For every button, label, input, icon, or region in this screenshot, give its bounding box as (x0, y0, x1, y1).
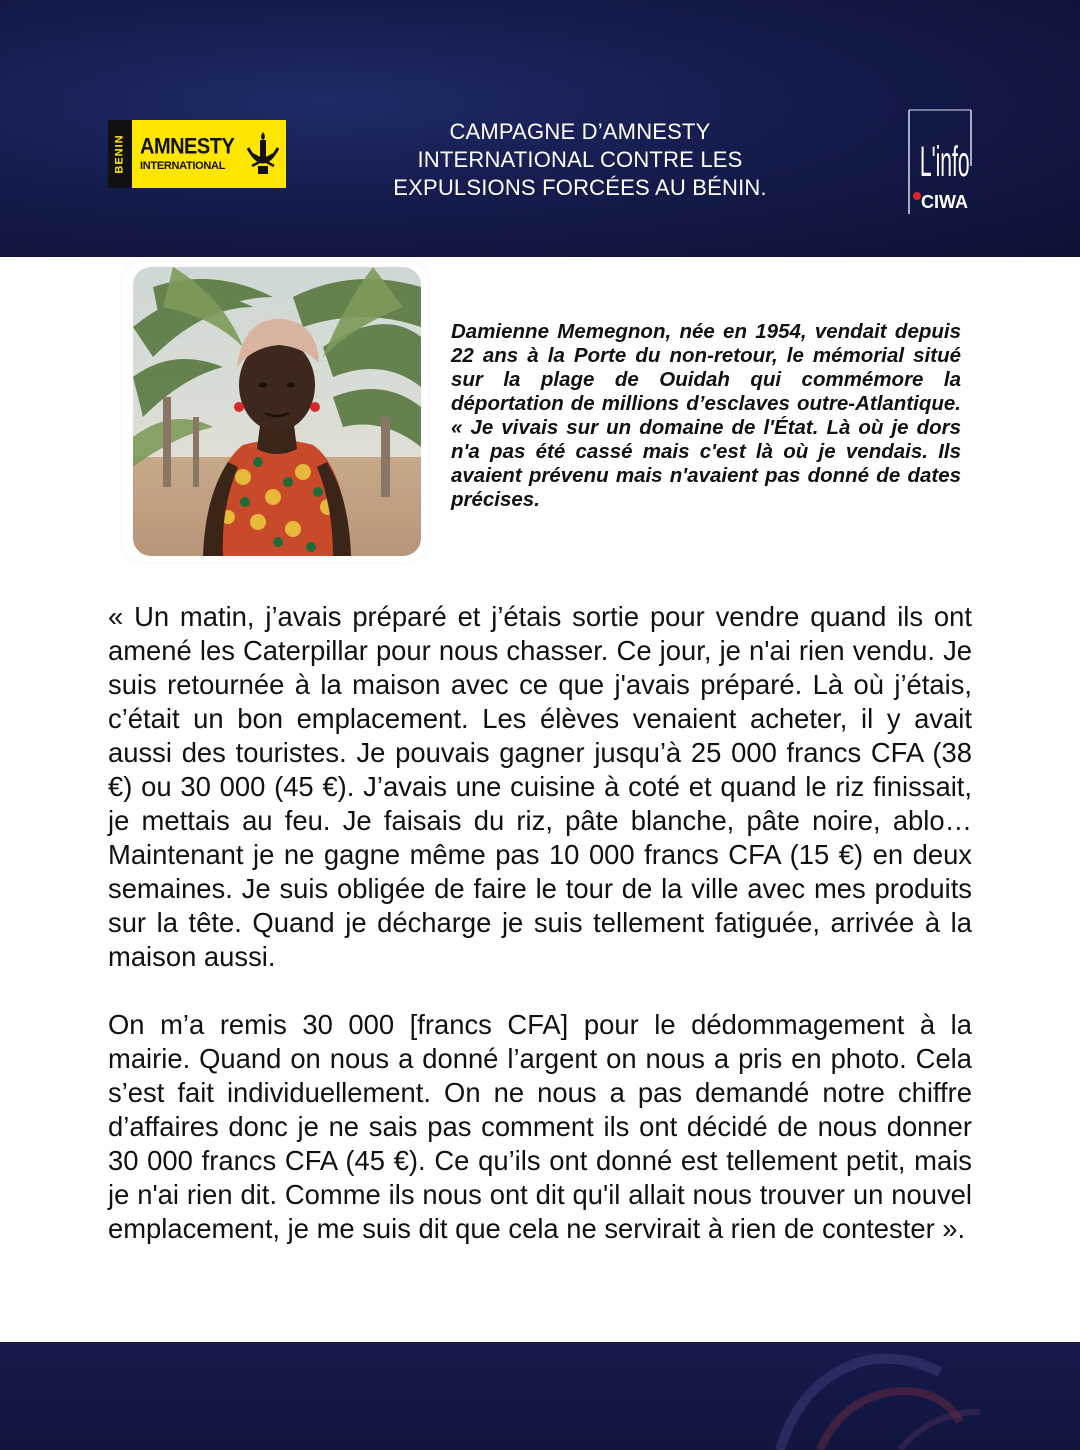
photo-caption: Damienne Memegnon, née en 1954, vendait depuis 22 ans à la Porte du non-retour, le mémorial situé sur la plage de Ouidah qui commémore la déportation de millions d’esclaves outre-Atlantique. « Je vivais sur un domaine de l'État. Là où je dors n'a pas été cassé mais c'est là où je vendais. Ils avaient prévenu mais n'avaient pas donné de dates précises. (451, 320, 961, 511)
footer-banner (0, 1342, 1080, 1450)
header-banner (0, 0, 1080, 257)
logo-ciwa-text: CIWA (921, 192, 968, 212)
logo-brand-text (140, 134, 235, 172)
logo-info-text: L'info (919, 139, 970, 187)
portrait-photo (133, 267, 421, 556)
logo-brand-line1: AMNESTY (140, 134, 235, 159)
amnesty-benin-logo (108, 120, 286, 188)
testimony-paragraph-1: « Un matin, j’avais préparé et j’étais sortie pour vendre quand ils ont amené les Caterpillar pour nous chasser. Ce jour, je n'ai rien vendu. Je suis retournée à la maison avec ce que j'avais préparé. Là où j’étais, c’était un bon emplacement. Les élèves venaient acheter, il y avait aussi des touristes. Je pouvais gagner jusqu’à 25 000 francs CFA (38 €) ou 30 000 (45 €). J’avais une cuisine à coté et quand le riz finissait, je mettais au feu. Je faisais du riz, pâte blanche, pâte noire, ablo… Maintenant je ne gagne même pas 10 000 francs CFA (15 €) en deux semaines. Je suis obligée de faire le tour de la ville avec mes produits sur la tête. Quand je décharge je suis tellement fatiguée, arrivée à la maison aussi. (108, 601, 972, 972)
testimony-body (108, 600, 972, 1246)
candle-icon (244, 130, 282, 178)
logo-country-strip (108, 120, 132, 188)
logo-country-text: BENIN (114, 134, 127, 174)
portrait-illustration (133, 267, 421, 556)
footer-decoration (0, 1342, 1080, 1450)
logo-brand-line2: INTERNATIONAL (140, 159, 226, 172)
testimony-paragraph-2: On m’a remis 30 000 [francs CFA] pour le dédommagement à la mairie. Quand on nous a donné l’argent on nous a pris en photo. Cela s’est fait individuellement. On ne nous a pas demandé notre chiffre d’affaires donc je ne sais pas comment ils ont décidé de nous donner 30 000 francs CFA (45 €). Ce qu’ils ont donné est tellement petit, mais je n'ai rien dit. Comme ils nous ont dit qu'il allait nous trouver un nouvel emplacement, je me suis dit que cela ne servirait à rien de contester ». (108, 1009, 972, 1244)
campaign-title: CAMPAGNE D’AMNESTY INTERNATIONAL CONTRE LES EXPULSIONS FORCÉES AU BÉNIN. (393, 119, 767, 200)
info-ciwa-logo (905, 106, 977, 218)
